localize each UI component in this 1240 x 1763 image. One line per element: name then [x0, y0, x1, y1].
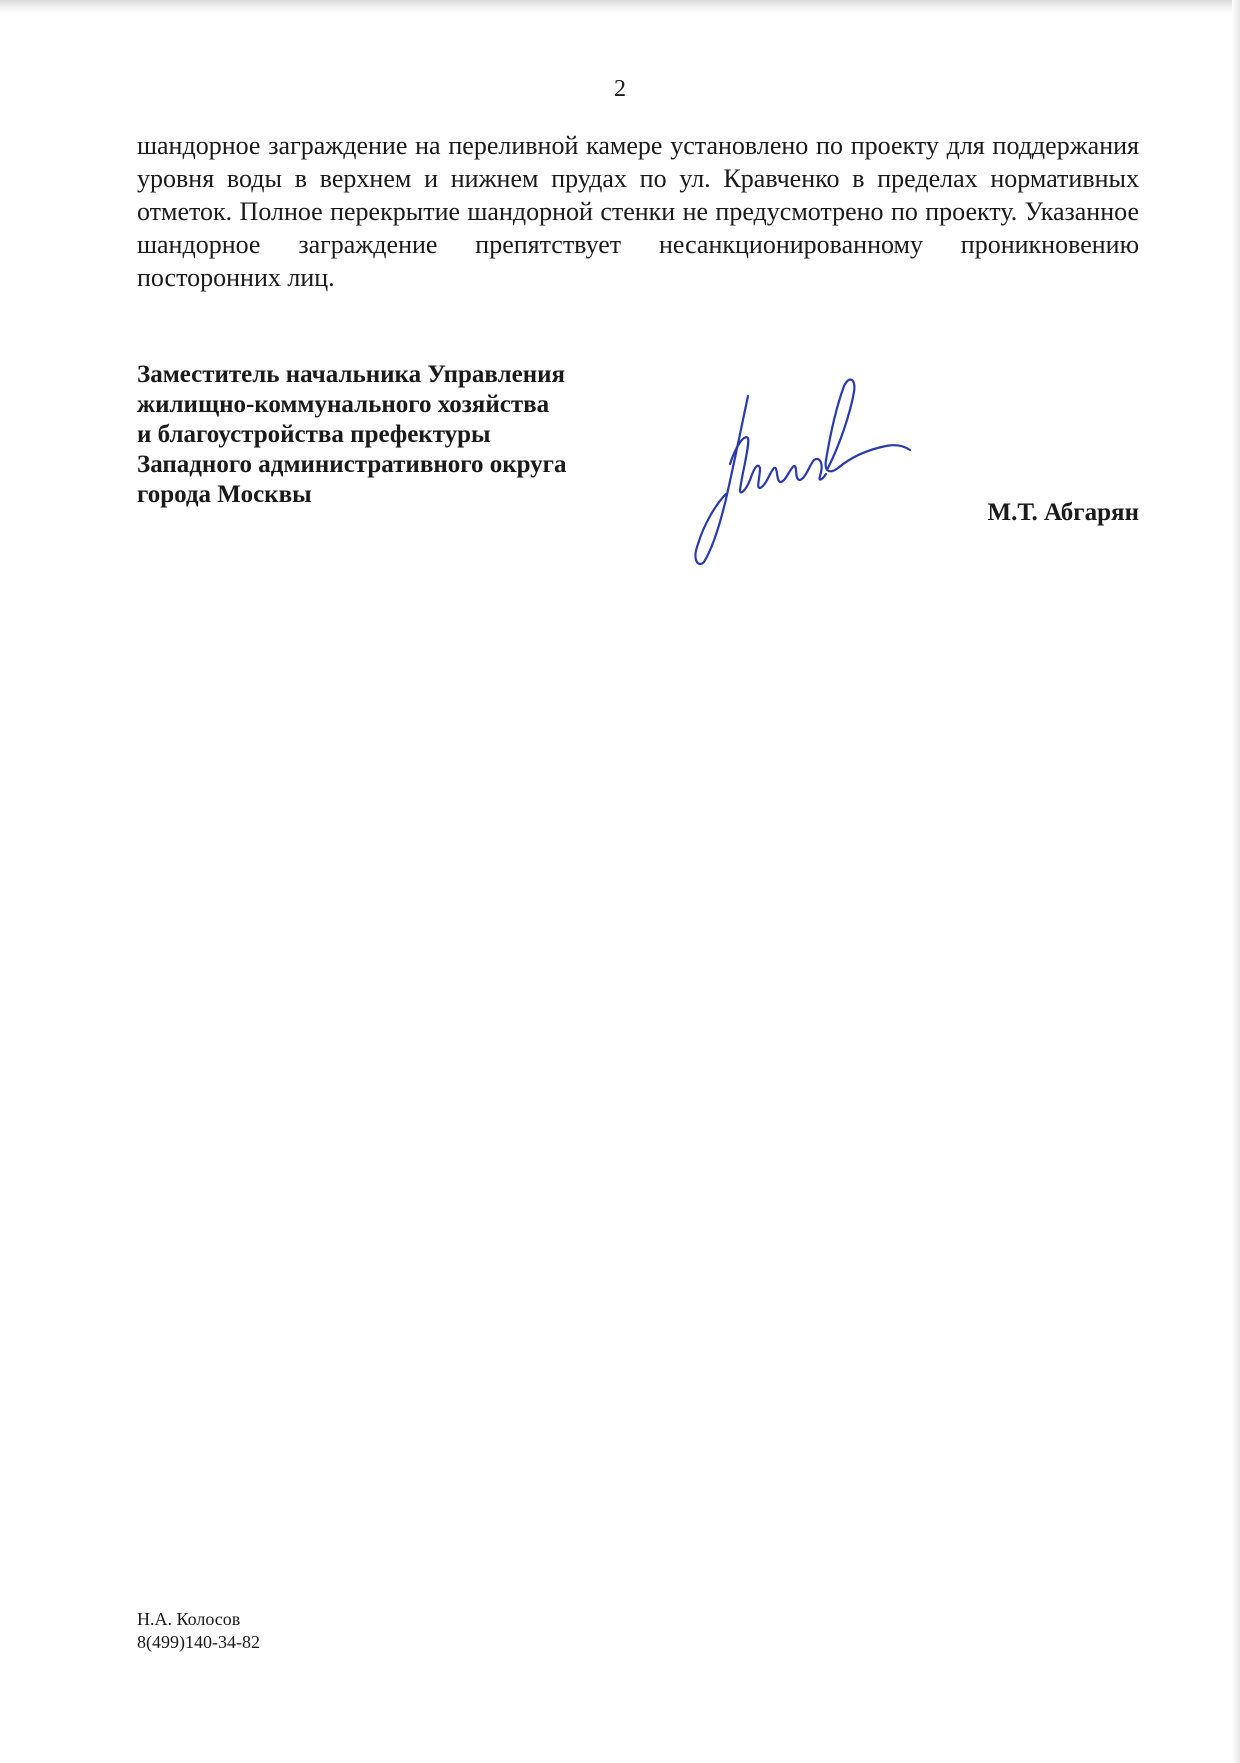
- executor-name: Н.А. Колосов: [137, 1609, 241, 1629]
- body-paragraph: шандорное заграждение на переливной камере установлено по проекту для поддержания уровня воды в верхнем и нижнем прудах по ул. Кравченко в пределах нормативных отметок. Полное перекрытие шандорной стенки не предусмотрено по проекту. Указанное шандорное заграждение препятствует несанкционированному проникновению посторонних лиц.: [137, 131, 1139, 292]
- scan-edge-right: [1232, 0, 1240, 1763]
- page-number: 2: [614, 76, 626, 102]
- signatory-title: [137, 360, 697, 510]
- signatory-title-line: и благоустройства префектуры: [137, 421, 491, 448]
- executor-info: [137, 1608, 260, 1654]
- signatory-title-line: города Москвы: [137, 481, 312, 508]
- signatory-title-line: жилищно-коммунального хозяйства: [137, 391, 550, 418]
- signer-name: М.Т. Абгарян: [987, 499, 1139, 526]
- handwritten-signature: [690, 364, 920, 569]
- scan-edge-top: [0, 0, 1240, 14]
- executor-phone: 8(499)140-34-82: [137, 1632, 260, 1652]
- signatory-title-line: Заместитель начальника Управления: [137, 361, 566, 388]
- signatory-title-line: Западного административного округа: [137, 451, 567, 478]
